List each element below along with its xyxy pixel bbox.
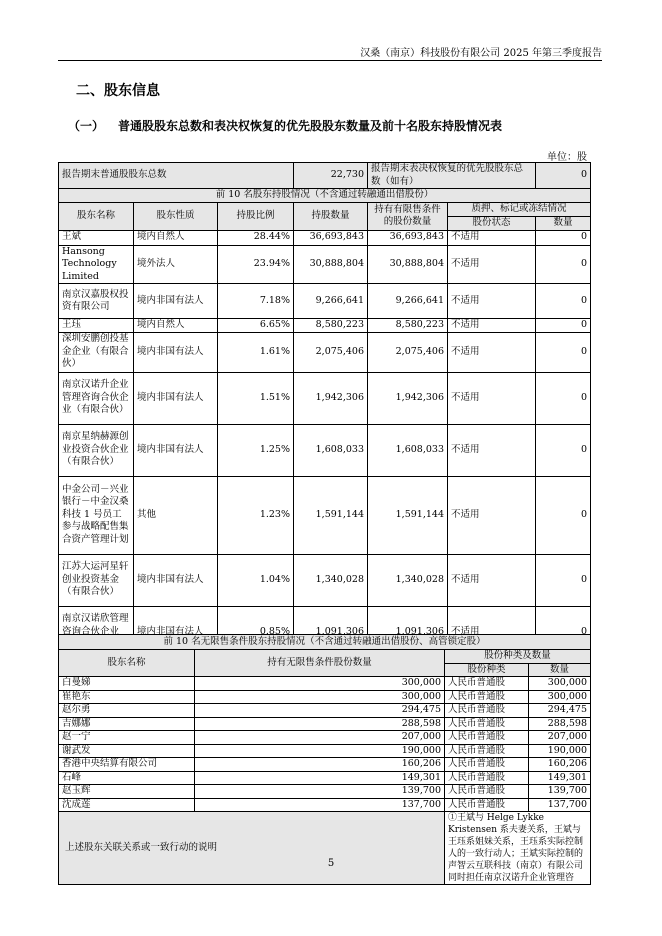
col-header-u-qty: 数量 <box>529 663 591 677</box>
table-row <box>59 717 591 731</box>
restricted-quantity: 8,580,223 <box>368 319 448 333</box>
table-row <box>59 372 591 424</box>
u-share-qty: 139,700 <box>529 785 591 799</box>
shareholder-nature: 境内自然人 <box>134 230 218 245</box>
pledge-quantity: 0 <box>536 230 591 245</box>
holding-quantity: 30,888,804 <box>294 245 368 284</box>
holding-quantity: 8,580,223 <box>294 319 368 333</box>
pledge-quantity: 0 <box>536 554 591 606</box>
u-holding-quantity: 300,000 <box>195 690 445 704</box>
holding-quantity: 9,266,641 <box>294 284 368 319</box>
shareholder-name: 南京汉诺欣管理咨询合伙企业（有限合伙） <box>59 606 134 658</box>
holding-ratio: 1.25% <box>218 424 294 476</box>
u-shareholder-name: 吉娜娜 <box>59 717 195 731</box>
u-share-qty: 190,000 <box>529 744 591 758</box>
shareholder-nature: 其他 <box>134 476 218 554</box>
table-row <box>59 677 591 691</box>
pledge-quantity: 0 <box>536 319 591 333</box>
u-share-type: 人民币普通股 <box>445 677 529 691</box>
holding-ratio: 28.44% <box>218 230 294 245</box>
restricted-quantity: 1,340,028 <box>368 554 448 606</box>
table-row <box>59 690 591 704</box>
u-holding-quantity: 160,206 <box>195 758 445 772</box>
u-share-type: 人民币普通股 <box>445 717 529 731</box>
u-shareholder-name: 赵一宁 <box>59 731 195 745</box>
holding-ratio: 1.61% <box>218 332 294 372</box>
restricted-quantity: 1,608,033 <box>368 424 448 476</box>
holding-ratio: 7.18% <box>218 284 294 319</box>
pledge-quantity: 0 <box>536 245 591 284</box>
pledge-quantity: 0 <box>536 284 591 319</box>
restricted-quantity: 9,266,641 <box>368 284 448 319</box>
col-header-ratio: 持股比例 <box>218 202 294 230</box>
preferred-holders-value: 0 <box>536 163 591 189</box>
shareholder-nature: 境内非国有法人 <box>134 424 218 476</box>
section-title: 二、股东信息 <box>76 83 160 99</box>
table-row <box>59 758 591 772</box>
col-header-name: 股东名称 <box>59 202 134 230</box>
col-header-u-name: 股东名称 <box>59 650 195 677</box>
subsection-title <box>68 117 502 134</box>
u-share-qty: 288,598 <box>529 717 591 731</box>
u-shareholder-name: 香港中央结算有限公司 <box>59 758 195 772</box>
col-header-u-type-group: 股份种类及数量 <box>445 650 591 664</box>
shareholder-name: 王珏 <box>59 319 134 333</box>
u-shareholder-name: 赵玉辉 <box>59 785 195 799</box>
table-row <box>59 798 591 812</box>
u-shareholder-name: 崔艳东 <box>59 690 195 704</box>
col-header-pledge-status: 股份状态 <box>448 216 536 230</box>
holding-quantity: 1,608,033 <box>294 424 368 476</box>
common-holders-label: 报告期末普通股股东总数 <box>59 163 294 189</box>
pledge-quantity: 0 <box>536 424 591 476</box>
pledge-quantity: 0 <box>536 476 591 554</box>
shareholder-name: 江苏大运河星轩创业投资基金（有限合伙） <box>59 554 134 606</box>
shareholder-nature: 境内非国有法人 <box>134 606 218 658</box>
table-row <box>59 731 591 745</box>
table-row <box>59 319 591 333</box>
unrestricted-section-title: 前 10 名无限售条件股东持股情况（不含通过转融通出借股份、高管锁定股） <box>59 635 591 650</box>
pledge-status: 不适用 <box>448 372 536 424</box>
pledge-status: 不适用 <box>448 230 536 245</box>
holding-ratio: 1.04% <box>218 554 294 606</box>
u-holding-quantity: 137,700 <box>195 798 445 812</box>
holding-quantity: 1,340,028 <box>294 554 368 606</box>
u-holding-quantity: 288,598 <box>195 717 445 731</box>
u-share-qty: 207,000 <box>529 731 591 745</box>
table-row <box>59 771 591 785</box>
u-holding-quantity: 149,301 <box>195 771 445 785</box>
u-share-qty: 300,000 <box>529 677 591 691</box>
col-header-quantity: 持股数量 <box>294 202 368 230</box>
table-row <box>59 704 591 718</box>
shareholder-nature: 境外法人 <box>134 245 218 284</box>
top10-shareholders-table <box>58 162 591 659</box>
header-divider <box>58 60 602 61</box>
shareholder-name: 王斌 <box>59 230 134 245</box>
pledge-status: 不适用 <box>448 476 536 554</box>
table-row <box>59 476 591 554</box>
pledge-status: 不适用 <box>448 554 536 606</box>
shareholder-name: 南京星纳赫源创业投资合伙企业（有限合伙） <box>59 424 134 476</box>
shareholder-name: 深圳安鹏创投基金企业（有限合伙） <box>59 332 134 372</box>
table-row <box>59 424 591 476</box>
u-share-type: 人民币普通股 <box>445 785 529 799</box>
shareholder-nature: 境内非国有法人 <box>134 554 218 606</box>
u-holding-quantity: 207,000 <box>195 731 445 745</box>
u-shareholder-name: 谢武发 <box>59 744 195 758</box>
col-header-u-quantity: 持有无限售条件股份数量 <box>195 650 445 677</box>
table-row <box>59 245 591 284</box>
shareholder-nature: 境内自然人 <box>134 319 218 333</box>
restricted-quantity: 36,693,843 <box>368 230 448 245</box>
u-shareholder-name: 石峰 <box>59 771 195 785</box>
holding-quantity: 1,591,144 <box>294 476 368 554</box>
u-share-type: 人民币普通股 <box>445 731 529 745</box>
shareholder-nature: 境内非国有法人 <box>134 284 218 319</box>
shareholder-name: 南京汉诺升企业管理咨询合伙企业（有限合伙） <box>59 372 134 424</box>
holding-ratio: 0.85% <box>218 606 294 658</box>
pledge-quantity: 0 <box>536 606 591 658</box>
pledge-status: 不适用 <box>448 606 536 658</box>
top10-section-title: 前 10 名股东持股情况（不含通过转融通出借股份） <box>59 189 591 203</box>
table-row <box>59 332 591 372</box>
u-share-type: 人民币普通股 <box>445 704 529 718</box>
u-shareholder-name: 白曼娣 <box>59 677 195 691</box>
relations-text: ①王斌与 Helge Lykke Kristensen 系夫妻关系，王斌与王珏系姐妹关系，王珏系实际控制人的一致行动人；王斌实际控制的声智云互联科技（南京）有限公司同时担任南京汉诺升企业管理咨 <box>445 812 591 885</box>
holding-ratio: 6.65% <box>218 319 294 333</box>
relations-row <box>59 812 591 885</box>
shareholder-nature: 境内非国有法人 <box>134 332 218 372</box>
restricted-quantity: 1,942,306 <box>368 372 448 424</box>
shareholder-name: 南京汉嘉股权投资有限公司 <box>59 284 134 319</box>
pledge-status: 不适用 <box>448 424 536 476</box>
col-header-nature: 股东性质 <box>134 202 218 230</box>
pledge-status: 不适用 <box>448 284 536 319</box>
holding-ratio: 1.23% <box>218 476 294 554</box>
u-share-qty: 137,700 <box>529 798 591 812</box>
common-holders-value: 22,730 <box>294 163 368 189</box>
unrestricted-shareholders-table <box>58 634 591 885</box>
u-share-type: 人民币普通股 <box>445 771 529 785</box>
pledge-status: 不适用 <box>448 245 536 284</box>
table-row <box>59 554 591 606</box>
subsection-text: 普通股股东总数和表决权恢复的优先股股东数量及前十名股东持股情况表 <box>118 119 503 133</box>
u-holding-quantity: 294,475 <box>195 704 445 718</box>
relations-label: 上述股东关联关系或一致行动的说明 <box>59 812 445 885</box>
u-holding-quantity: 139,700 <box>195 785 445 799</box>
u-share-type: 人民币普通股 <box>445 758 529 772</box>
shareholder-name: 中金公司－兴业银行－中金汉桑科技 1 号员工参与战略配售集合资产管理计划 <box>59 476 134 554</box>
u-share-qty: 294,475 <box>529 704 591 718</box>
unit-label: 单位：股 <box>547 152 587 163</box>
pledge-quantity: 0 <box>536 372 591 424</box>
table-row <box>59 785 591 799</box>
shareholder-name: Hansong Technology Limited <box>59 245 134 284</box>
page-header: 汉桑（南京）科技股份有限公司 2025 年第三季度报告 <box>360 48 602 59</box>
subsection-number: （一） <box>68 119 105 133</box>
u-share-type: 人民币普通股 <box>445 744 529 758</box>
u-share-type: 人民币普通股 <box>445 798 529 812</box>
col-header-pledge: 质押、标记或冻结情况 <box>448 202 591 216</box>
holding-quantity: 36,693,843 <box>294 230 368 245</box>
u-share-type: 人民币普通股 <box>445 690 529 704</box>
u-holding-quantity: 300,000 <box>195 677 445 691</box>
pledge-quantity: 0 <box>536 332 591 372</box>
u-share-qty: 300,000 <box>529 690 591 704</box>
u-shareholder-name: 赵尔勇 <box>59 704 195 718</box>
col-header-pledge-qty: 数量 <box>536 216 591 230</box>
col-header-u-type: 股份种类 <box>445 663 529 677</box>
shareholder-nature: 境内非国有法人 <box>134 372 218 424</box>
u-share-qty: 160,206 <box>529 758 591 772</box>
pledge-status: 不适用 <box>448 332 536 372</box>
table-row <box>59 284 591 319</box>
u-holding-quantity: 190,000 <box>195 744 445 758</box>
holding-ratio: 1.51% <box>218 372 294 424</box>
page-number: 5 <box>327 858 335 869</box>
pledge-status: 不适用 <box>448 319 536 333</box>
u-share-qty: 149,301 <box>529 771 591 785</box>
u-shareholder-name: 沈成莲 <box>59 798 195 812</box>
table-row <box>59 230 591 245</box>
holding-ratio: 23.94% <box>218 245 294 284</box>
restricted-quantity: 1,091,306 <box>368 606 448 658</box>
holding-quantity: 1,091,306 <box>294 606 368 658</box>
restricted-quantity: 1,591,144 <box>368 476 448 554</box>
holding-quantity: 2,075,406 <box>294 332 368 372</box>
col-header-restricted: 持有有限售条件的股份数量 <box>368 202 448 230</box>
restricted-quantity: 2,075,406 <box>368 332 448 372</box>
restricted-quantity: 30,888,804 <box>368 245 448 284</box>
table-row <box>59 744 591 758</box>
holding-quantity: 1,942,306 <box>294 372 368 424</box>
preferred-holders-label: 报告期末表决权恢复的优先股股东总数（如有） <box>368 163 536 189</box>
